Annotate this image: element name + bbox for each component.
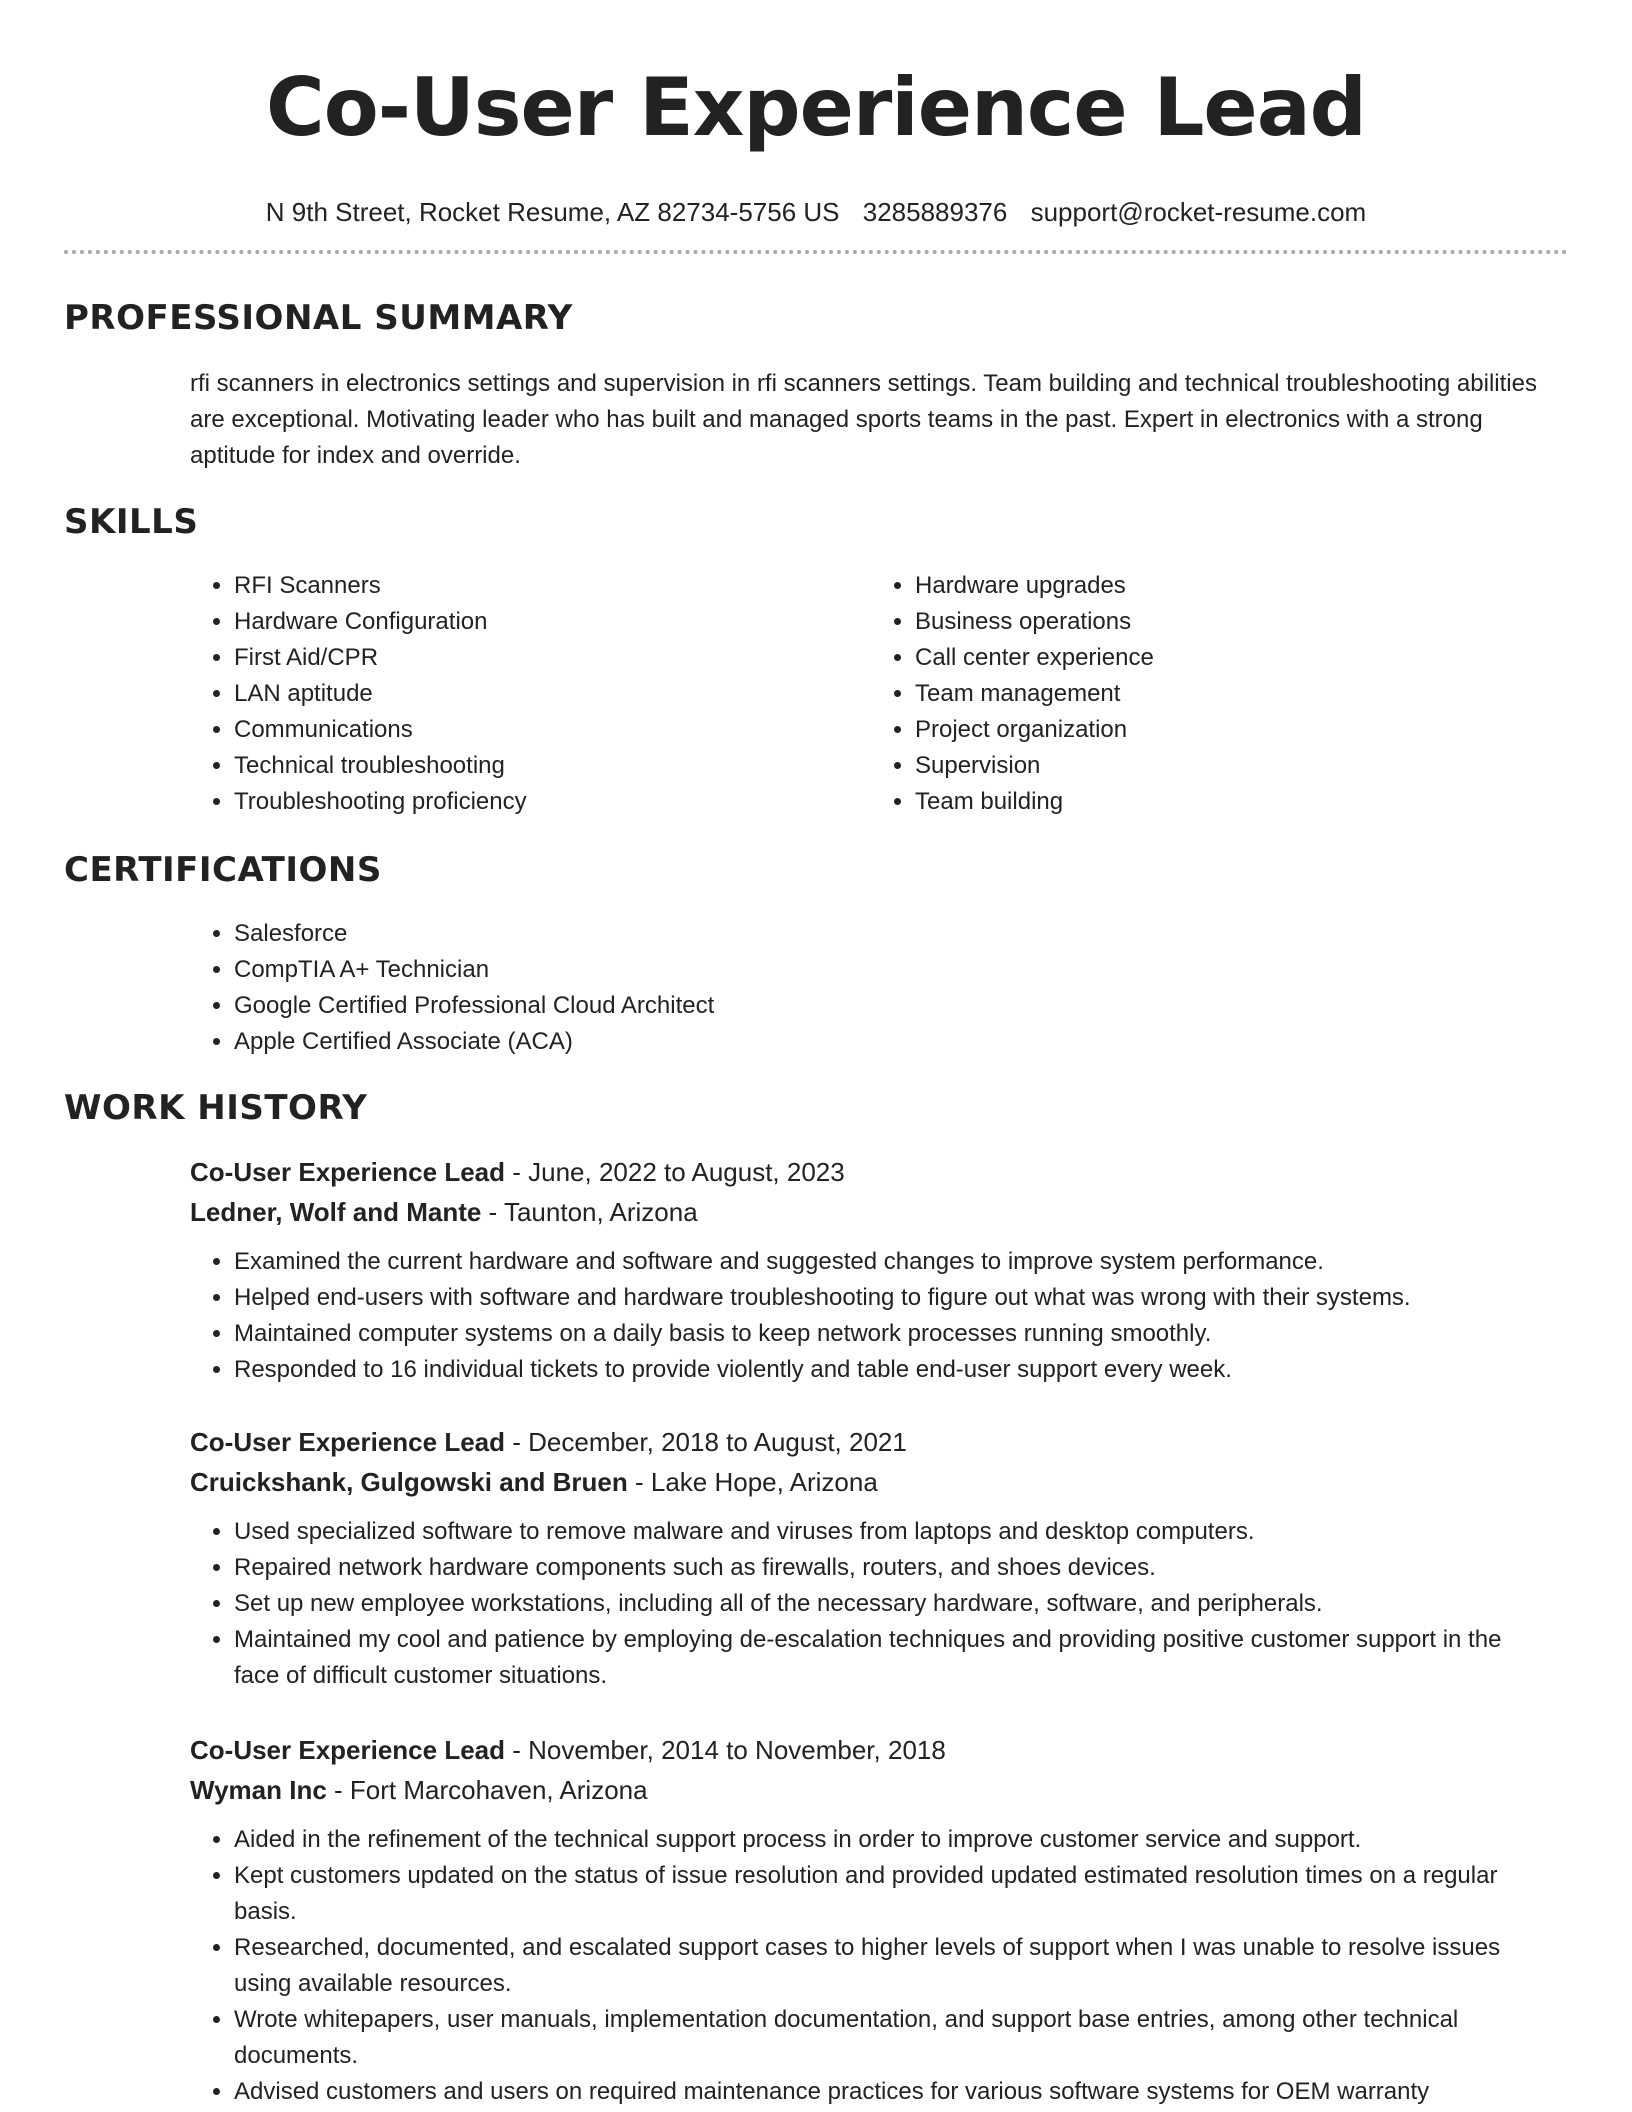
job-bullet: • Researched, documented, and escalated support cases to higher levels of support when I was unable to resolve issues using available resources.: [234, 1930, 1552, 2002]
job-bullet: • Used specialized software to remove malware and viruses from laptops and desktop computers.: [234, 1514, 1552, 1550]
job-entry: [190, 1152, 1552, 1388]
job-company-line: [190, 1462, 1552, 1502]
job-dates: - June, 2022 to August, 2023: [505, 1157, 845, 1187]
skill-item: • Communications: [234, 712, 871, 748]
certification-item: • Apple Certified Associate (ACA): [234, 1024, 1552, 1060]
skill-item: • Call center experience: [915, 640, 1552, 676]
job-role-line: [190, 1422, 1552, 1462]
job-role: Co-User Experience Lead: [190, 1427, 506, 1457]
job-company-line: [190, 1770, 1552, 1810]
skill-item: • Project organization: [915, 712, 1552, 748]
job-dates: - December, 2018 to August, 2021: [505, 1427, 907, 1457]
skill-item: • Business operations: [915, 604, 1552, 640]
skills-list: [190, 568, 1552, 820]
job-bullet: • Responded to 16 individual tickets to provide violently and table end-user support every week.: [234, 1352, 1552, 1388]
job-role: Co-User Experience Lead: [190, 1157, 506, 1187]
job-role: Co-User Experience Lead: [190, 1735, 506, 1765]
job-bullet: • Maintained my cool and patience by employing de-escalation techniques and providing positive customer support in the face of difficult customer situations.: [234, 1622, 1552, 1694]
job-role-line: [190, 1730, 1552, 1770]
job-bullet: • Advised customers and users on required maintenance practices for various software systems for OEM warranty: [234, 2074, 1552, 2110]
job-entry: [190, 1730, 1552, 2110]
job-bullet: • Kept customers updated on the status of issue resolution and provided updated estimated resolution times on a regular basis.: [234, 1858, 1552, 1930]
job-bullet: • Helped end-users with software and hardware troubleshooting to figure out what was wrong with their systems.: [234, 1280, 1552, 1316]
skill-item: • Hardware Configuration: [234, 604, 871, 640]
header-divider: [64, 250, 1568, 254]
summary-text: rfi scanners in electronics settings and supervision in rfi scanners settings. Team building and technical troubleshooting abilities are exceptional. Motivating leader who has built and managed sports teams in the past. Expert in electronics with a strong aptitude for index and override.: [190, 370, 1537, 469]
job-bullet: • Aided in the refinement of the technical support process in order to improve customer service and support.: [234, 1822, 1552, 1858]
job-role-line: [190, 1152, 1552, 1192]
skill-item: • Team management: [915, 676, 1552, 712]
job-bullets: [190, 1822, 1552, 2110]
job-bullet: • Repaired network hardware components such as firewalls, routers, and shoes devices.: [234, 1550, 1552, 1586]
job-location: - Fort Marcohaven, Arizona: [326, 1775, 648, 1805]
skill-item: • RFI Scanners: [234, 568, 871, 604]
work-history-heading: WORK HISTORY: [64, 1088, 368, 1128]
job-bullets: [190, 1514, 1552, 1694]
skills-column-right: [871, 568, 1552, 820]
skill-item: • Troubleshooting proficiency: [234, 784, 871, 820]
contact-email[interactable]: support@rocket-resume.com: [1030, 197, 1367, 227]
job-location: - Taunton, Arizona: [481, 1197, 698, 1227]
job-company: Cruickshank, Gulgowski and Bruen: [190, 1467, 628, 1497]
job-bullets: [190, 1244, 1552, 1388]
candidate-name: Co-User Experience Lead: [266, 61, 1366, 154]
certification-item: • Google Certified Professional Cloud Architect: [234, 988, 1552, 1024]
skill-item: • Team building: [915, 784, 1552, 820]
job-bullet: • Maintained computer systems on a daily basis to keep network processes running smoothly.: [234, 1316, 1552, 1352]
job-bullet: • Set up new employee workstations, including all of the necessary hardware, software, and peripherals.: [234, 1586, 1552, 1622]
skill-item: • LAN aptitude: [234, 676, 871, 712]
certification-item: • Salesforce: [234, 916, 1552, 952]
certification-item: • CompTIA A+ Technician: [234, 952, 1552, 988]
job-company: Wyman Inc: [190, 1775, 327, 1805]
job-entry: [190, 1422, 1552, 1694]
skill-item: • Supervision: [915, 748, 1552, 784]
job-location: - Lake Hope, Arizona: [627, 1467, 878, 1497]
skill-item: • Technical troubleshooting: [234, 748, 871, 784]
certifications-heading: CERTIFICATIONS: [64, 850, 382, 890]
job-bullet: • Wrote whitepapers, user manuals, implementation documentation, and support base entries, among other technical documents.: [234, 2002, 1552, 2074]
contact-phone: 3285889376: [862, 197, 1008, 227]
summary-heading: PROFESSIONAL SUMMARY: [64, 298, 573, 338]
resume-header: [0, 0, 1632, 228]
skill-item: • First Aid/CPR: [234, 640, 871, 676]
contact-address: N 9th Street, Rocket Resume, AZ 82734-5756 US: [265, 197, 840, 227]
job-bullet: • Examined the current hardware and software and suggested changes to improve system performance.: [234, 1244, 1552, 1280]
certifications-list: [190, 916, 1552, 1060]
skills-column-left: [190, 568, 871, 820]
contact-line: [0, 196, 1632, 228]
job-dates: - November, 2014 to November, 2018: [505, 1735, 946, 1765]
job-company: Ledner, Wolf and Mante: [190, 1197, 482, 1227]
skill-item: • Hardware upgrades: [915, 568, 1552, 604]
skills-heading: SKILLS: [64, 502, 199, 542]
job-company-line: [190, 1192, 1552, 1232]
